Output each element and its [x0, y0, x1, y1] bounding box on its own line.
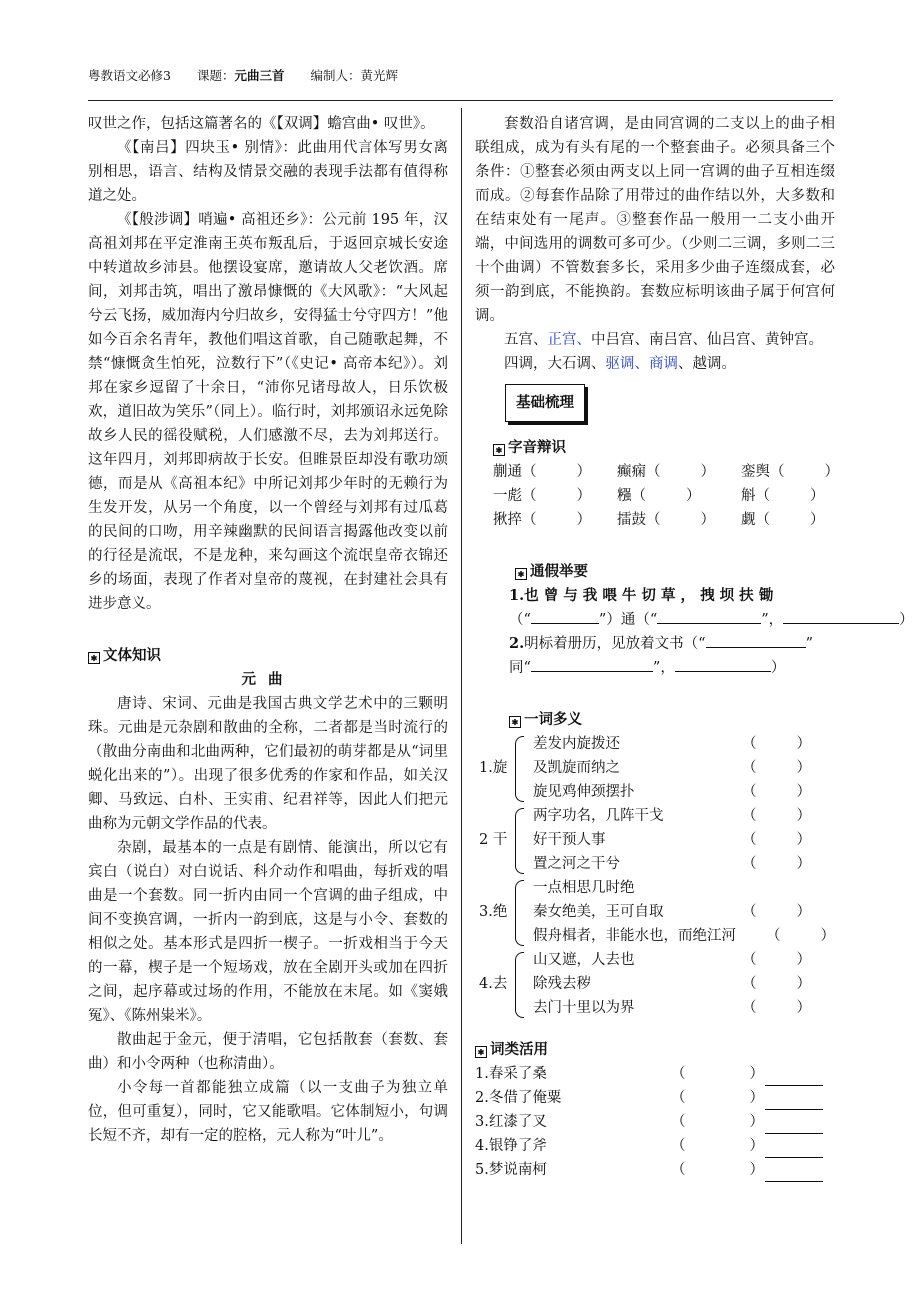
- pron-item[interactable]: 銮舆（ ）: [741, 464, 839, 480]
- paragraph: 套数沿自诸宫调，是由同宫调的二支以上的曲子相联组成，成为有头有尾的一个整套曲子。必须具备三个条件：①整套必须由两支以上同一宫调的曲子互相连缀而成。②每套作品除了用带过的曲作结以外，大多数和在结束处有一尾声。③整套作品一般用一二支小曲开端，中间选用的调数可多可少。（少则二三调，多则二三十个曲调）不管数套多长，采用多少曲子连缀成套，必须一韵到底，不能换韵。套数应标明该曲子属于何宫何调。: [475, 116, 835, 324]
- blank-field[interactable]: [765, 1062, 823, 1086]
- paragraph: 杂剧，最基本的一点是有剧情、能演出，所以它有宾白（说白）对白说话、科介动作和唱曲，每折戏的唱曲是一个套数。同一折内由同一个宫调的曲子组成，中间不变换宫调，一折内一韵到底，这是与小令、套数的相似之处。基本形式是四折一楔子。一折戏相当于今天的一幕，楔子是一个短场戏，放在全剧开头或加在四折之间，起序幕或过场的作用，不能放在末尾。如《窦娥冤》、《陈州粜米》。: [88, 840, 448, 1024]
- list-item: 5.梦说南柯 （ ）: [475, 1158, 835, 1182]
- list-item: 2.冬借了俺粟 （ ）: [475, 1086, 835, 1110]
- section-heading-polysemy: ✱ 一词多义: [509, 708, 835, 732]
- paragraph: 唐诗、宋词、元曲是我国古典文学艺术中的三颗明珠。元曲是元杂剧和散曲的全称，二者都是当时流行的（散曲分南曲和北曲两种，它们最初的萌芽都是从“词里蜕化出来的”）。出现了很多优秀的作家和作品，如关汉卿、马致远、白朴、王实甫、纪君祥等，因此人们把元曲称为元朝文学作品的代表。: [88, 696, 448, 832]
- blank-field[interactable]: [657, 623, 761, 624]
- editor: 编制人：黄光辉: [310, 68, 398, 83]
- paragraph: 散曲起于金元，便于清唱，它包括散套（套数、套曲）和小令两种（也称清曲）。: [88, 1032, 448, 1072]
- list-item: 4.银铮了斧 （ ）: [475, 1134, 835, 1158]
- pron-item[interactable]: 癫痫（ ）: [617, 464, 715, 480]
- paragraph: 小令每一首都能独立成篇（以一支曲子为独立单位，但可重复），同时，它又能歌唱。它体制短小，句调长短不齐，却有一定的腔格，元人称为“叶儿”。: [88, 1080, 448, 1144]
- column-divider: [461, 108, 462, 1244]
- right-column: [475, 112, 914, 1182]
- paragraph: 叹世之作，包括这篇著名的《【双调】蟾宫曲• 叹世》。: [88, 116, 435, 132]
- pron-item[interactable]: 觑（ ）: [741, 512, 825, 528]
- section-marker-icon: ✱: [493, 444, 505, 456]
- pron-item[interactable]: 一彪（ ）: [493, 488, 591, 504]
- polysemy-group: 4.去 山又遮，人去也 （ ） 除残去秽 （ ） 去门十里以为界 （ ）: [479, 952, 811, 1016]
- paragraph: 《【般涉调】哨遍• 高祖还乡》：公元前 195 年，汉高祖刘邦在平定淮南王英布叛乱后，于返回京城长安途中转道故乡沛县。他摆设宴席，邀请故人父老饮酒。席间，刘邦击筑，唱出了激昂慷慨的《大风歌》：“大风起兮云飞扬，威加海内兮归故乡，安得猛士兮守四方！”他如今百余名青年，教他们唱这首歌，自己随歌起舞，不禁“慷慨贪生怕死，泣数行下”（《史记• 高帝本纪》）。刘邦在家乡逗留了十余日，“沛你兄诸母故人，日乐饮极欢，道旧故为笑乐”（同上）。临行时，刘邦颁诏永远免除故乡人民的徭役赋税，人们感激不尽，去为刘邦送行。这年四月，刘邦即病故于长安。但睢景臣却没有歌功颂德，而是从《高祖本纪》中所记刘邦少年时的无赖行为生发开发，从另一个角度，以一个曾经与刘邦有过瓜葛的民间的口吻，用辛辣幽默的民间语言揭露他改变以前的行径是流氓，不是龙种，来勾画这个流氓皇帝衣锦还乡的场面，表现了作者对皇帝的蔑视，在封建社会具有进步意义。: [88, 212, 448, 612]
- section-heading-genre: ✱ 文体知识: [88, 644, 448, 668]
- blank-field[interactable]: [765, 1134, 823, 1158]
- paragraph: 五宫、正宫、中吕宫、南吕宫、仙吕宫、黄钟宫。: [504, 332, 823, 348]
- list-item: 1.春采了桑 （ ）: [475, 1062, 835, 1086]
- paragraph: 四调，大石调、驱调、商调、越调。: [504, 356, 736, 372]
- section-marker-icon: ✱: [475, 1046, 487, 1058]
- polysemy-group: 2 干 两字功名，几阵干戈 （ ） 好干预人事 （ ） 置之河之干兮 （ ）: [479, 808, 811, 872]
- polysemy-group: 1.旋 差发内旋拨还 （ ） 及凯旋而纳之 （ ） 旋见鸡伸颈摆扑 （ ）: [479, 736, 811, 800]
- pron-item[interactable]: 糨（ ）: [617, 488, 701, 504]
- blank-field[interactable]: [765, 1110, 823, 1134]
- course-name: 粤教语文必修3: [88, 68, 171, 83]
- link-text: 正宫、: [547, 332, 591, 348]
- scroll-banner: 基础梳理: [505, 384, 585, 422]
- pronunciation-grid: [493, 460, 839, 532]
- page-header: [88, 66, 420, 84]
- left-column: [88, 112, 448, 1148]
- pron-item[interactable]: 擂鼓（ ）: [617, 512, 715, 528]
- blank-field[interactable]: [531, 671, 653, 672]
- section-heading-tongjia: ✱ 通假举要: [515, 560, 835, 584]
- blank-field[interactable]: [765, 1158, 823, 1182]
- section-marker-icon: ✱: [88, 652, 100, 664]
- header-divider: [88, 100, 833, 101]
- blank-field[interactable]: [706, 647, 806, 648]
- section-marker-icon: ✱: [509, 716, 521, 728]
- pron-item[interactable]: 斛（ ）: [741, 488, 825, 504]
- blank-field[interactable]: [783, 623, 899, 624]
- tongjia-list: 1.也 曾 与 我 喂 牛 切 草 ， 拽 坝 扶 锄 （“ ”）通（“ ”， ） 2.明标着册历，见放着文书（“ ” 同“ ”， ）: [509, 587, 914, 676]
- topic: 课题：元曲三首: [196, 68, 285, 83]
- polysemy-group: 3.绝 一点相思几时绝 秦女绝美，王可自取 （ ） 假舟楫者，非能水也，而绝江河 （ ）: [479, 880, 835, 944]
- pron-item[interactable]: 蒯通（ ）: [493, 464, 591, 480]
- section-marker-icon: ✱: [515, 568, 527, 580]
- paragraph: 《【南吕】四块玉• 别情》：此曲用代言体写男女离别相思，语言、结构及情景交融的表现手法都有值得称道之处。: [88, 140, 448, 204]
- polysemy-list: [475, 732, 835, 1020]
- link-text: 驱调、商调: [605, 356, 678, 372]
- word-class-list: [475, 1062, 835, 1182]
- section-heading-word-class: ✱ 词类活用: [475, 1038, 835, 1062]
- pron-item[interactable]: 揪捽（ ）: [493, 512, 591, 528]
- section-heading-pronunciation: ✱ 字音辩识: [493, 436, 835, 460]
- blank-field[interactable]: [675, 671, 771, 672]
- subsection-title: 元曲: [241, 671, 295, 688]
- blank-field[interactable]: [765, 1086, 823, 1110]
- list-item: 3.红漆了叉 （ ）: [475, 1110, 835, 1134]
